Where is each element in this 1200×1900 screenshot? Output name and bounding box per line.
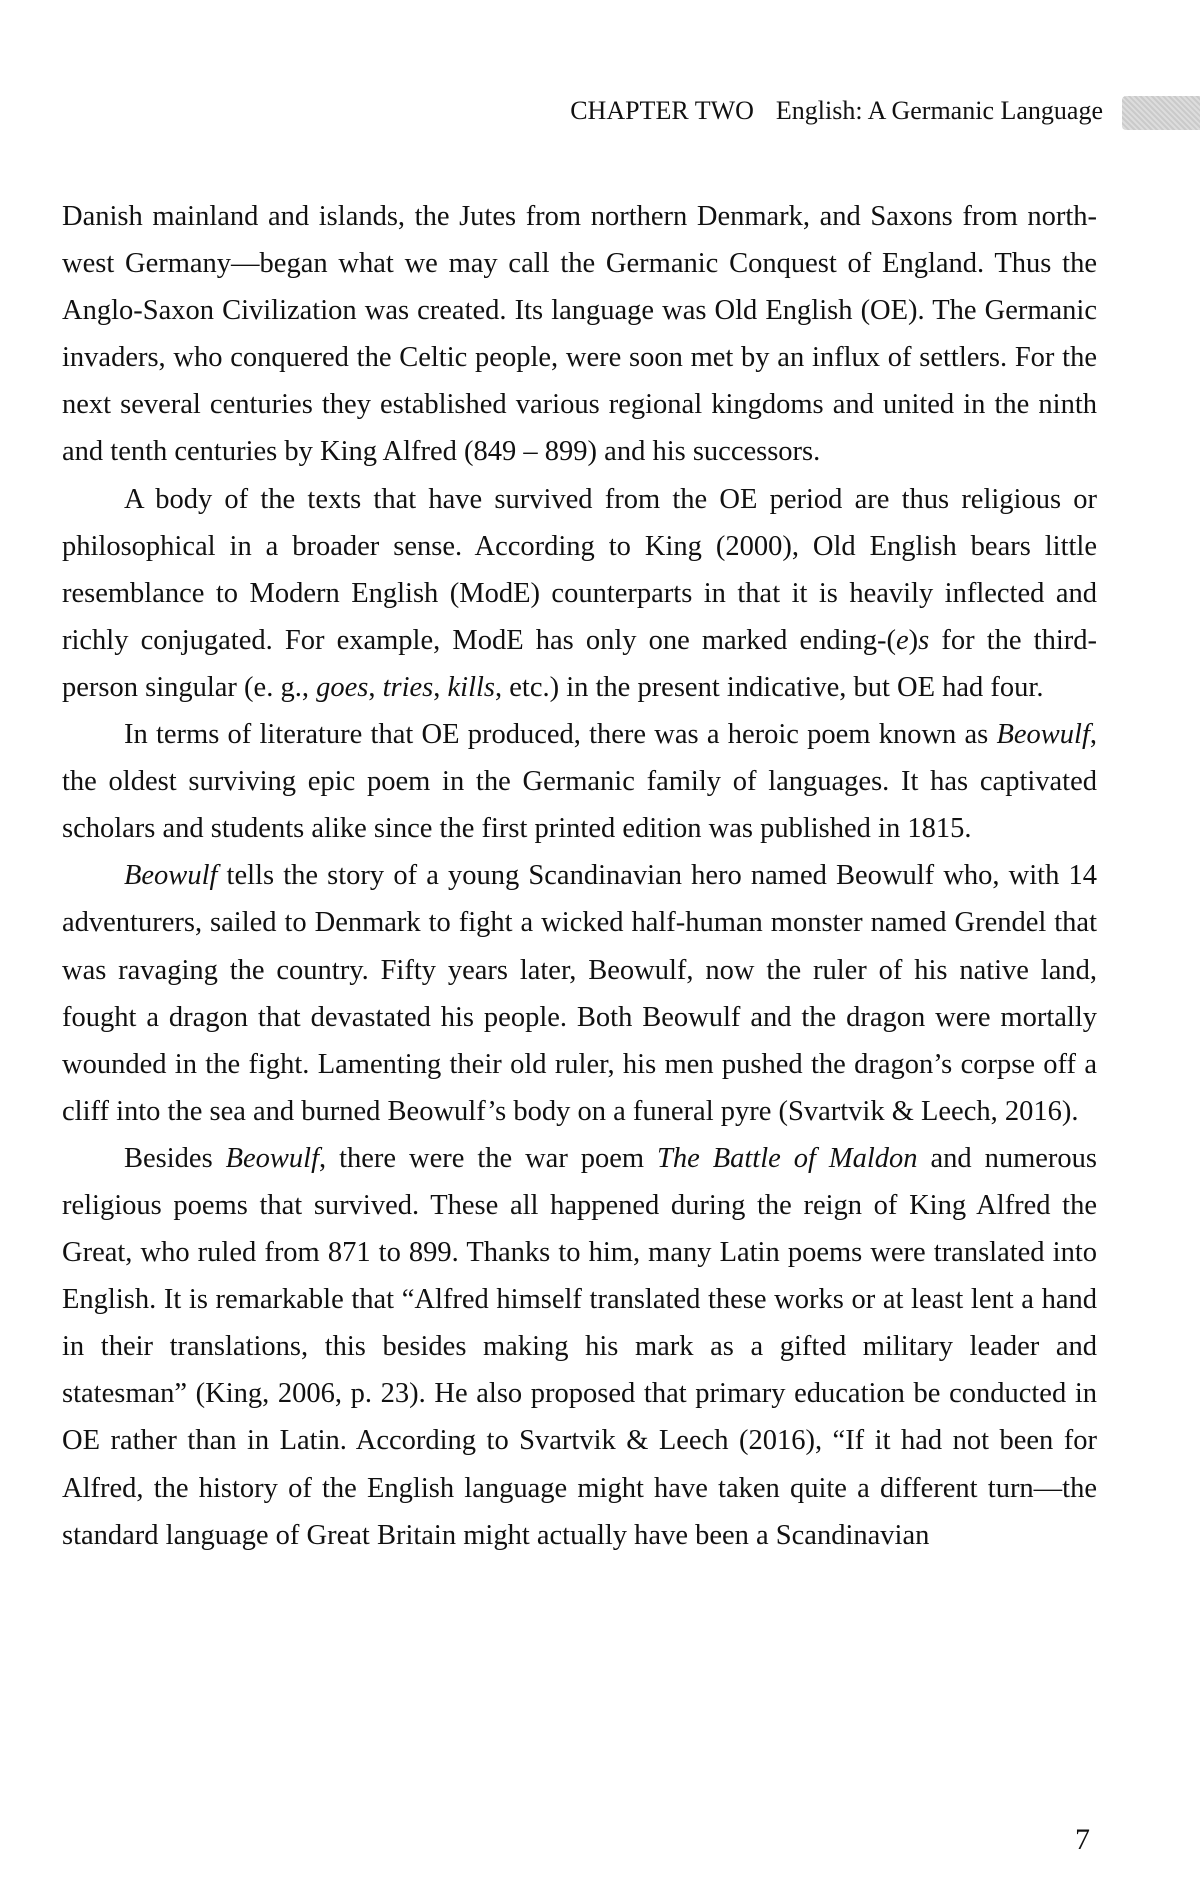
paragraph (62, 711, 1097, 852)
chapter-title: English: A Germanic Language (775, 96, 1103, 125)
text-run: , (433, 671, 448, 703)
text-run: , the oldest surviving epic poem in the Germanic family of languages. It has captivated scholars and students alike since the first printed edition was published in 1815. (62, 719, 1097, 845)
paragraph (62, 852, 1097, 1135)
text-run: Besides (124, 1142, 226, 1174)
text-run: , (368, 671, 383, 703)
text-run: , there were the war poem (319, 1142, 658, 1174)
paragraph (62, 1135, 1097, 1559)
italic-text: Beowulf (225, 1142, 320, 1174)
text-run: A body of the texts that have survived from the OE period are thus religious or philosophical in a broader sense. According to King (2000), Old English bears little resemblance to Modern English (ModE) counterparts in that it is heavily inflected and richly conjugated. For example, ModE has only one marked ending-( (62, 483, 1097, 656)
text-run: ) (908, 624, 919, 656)
italic-text: Beowulf (996, 719, 1090, 751)
paragraph (62, 476, 1097, 711)
text-run: tells the story of a young Scandinavian hero named Beowulf who, with 14 adventurers, sailed to Denmark to fight a wicked half-human monster named Grendel that was ravaging the country. Fifty years later, Beowulf, now the ruler of his native land, fought a dragon that devastated his people. Both Beowulf and the dragon were mortally wounded in the fight. Lamenting their old ruler, his men pushed the dragon’s corpse off a cliff into the sea and burned Beowulf’s body on a funeral pyre (Svartvik & Leech, 2016). (62, 860, 1097, 1127)
body-text (62, 193, 1097, 1559)
italic-text: e (896, 624, 909, 656)
text-run: , etc.) in the present indicative, but OE had four. (495, 671, 1044, 703)
text-run: and numerous religious poems that survived. These all happened during the reign of King Alfred the Great, who ruled from 871 to 899. Thanks to him, many Latin poems were translated into English. It is remarkable that “Alfred himself translated these works or at least lent a hand in their translations, this besides making his mark as a gifted military leader and statesman” (King, 2006, p. 23). He also proposed that primary education be conducted in OE rather than in Latin. According to Svartvik & Leech (2016), “If it had not been for Alfred, the history of the English language might have taken quite a different turn—the standard language of Great Britain might actually have been a Scandinavian (62, 1142, 1097, 1551)
running-head (0, 92, 1103, 130)
text-run: for the third-person singular (e. g., (62, 624, 1097, 703)
italic-text: goes (316, 671, 369, 703)
italic-text: s (918, 624, 930, 656)
italic-text: Beowulf (124, 860, 218, 892)
paragraph (62, 193, 1097, 476)
italic-text: The Battle of Maldon (657, 1142, 918, 1174)
text-run: In terms of literature that OE produced, there was a heroic poem known as (124, 719, 997, 751)
page-number: 7 (1075, 1823, 1090, 1856)
italic-text: tries (382, 671, 434, 703)
thumb-tab-marker (1122, 96, 1200, 130)
text-run: Danish mainland and islands, the Jutes from northern Denmark, and Saxons from north-west Germany—began what we may call the Germanic Conquest of England. Thus the Anglo-Saxon Civilization was created. Its language was Old English (OE). The Germanic invaders, who conquered the Celtic people, were soon met by an influx of settlers. For the next several centuries they established various regional kingdoms and united in the ninth and tenth centuries by King Alfred (849 – 899) and his successors. (62, 201, 1097, 468)
chapter-label: CHAPTER TWO (570, 96, 754, 125)
italic-text: kills (447, 671, 495, 703)
